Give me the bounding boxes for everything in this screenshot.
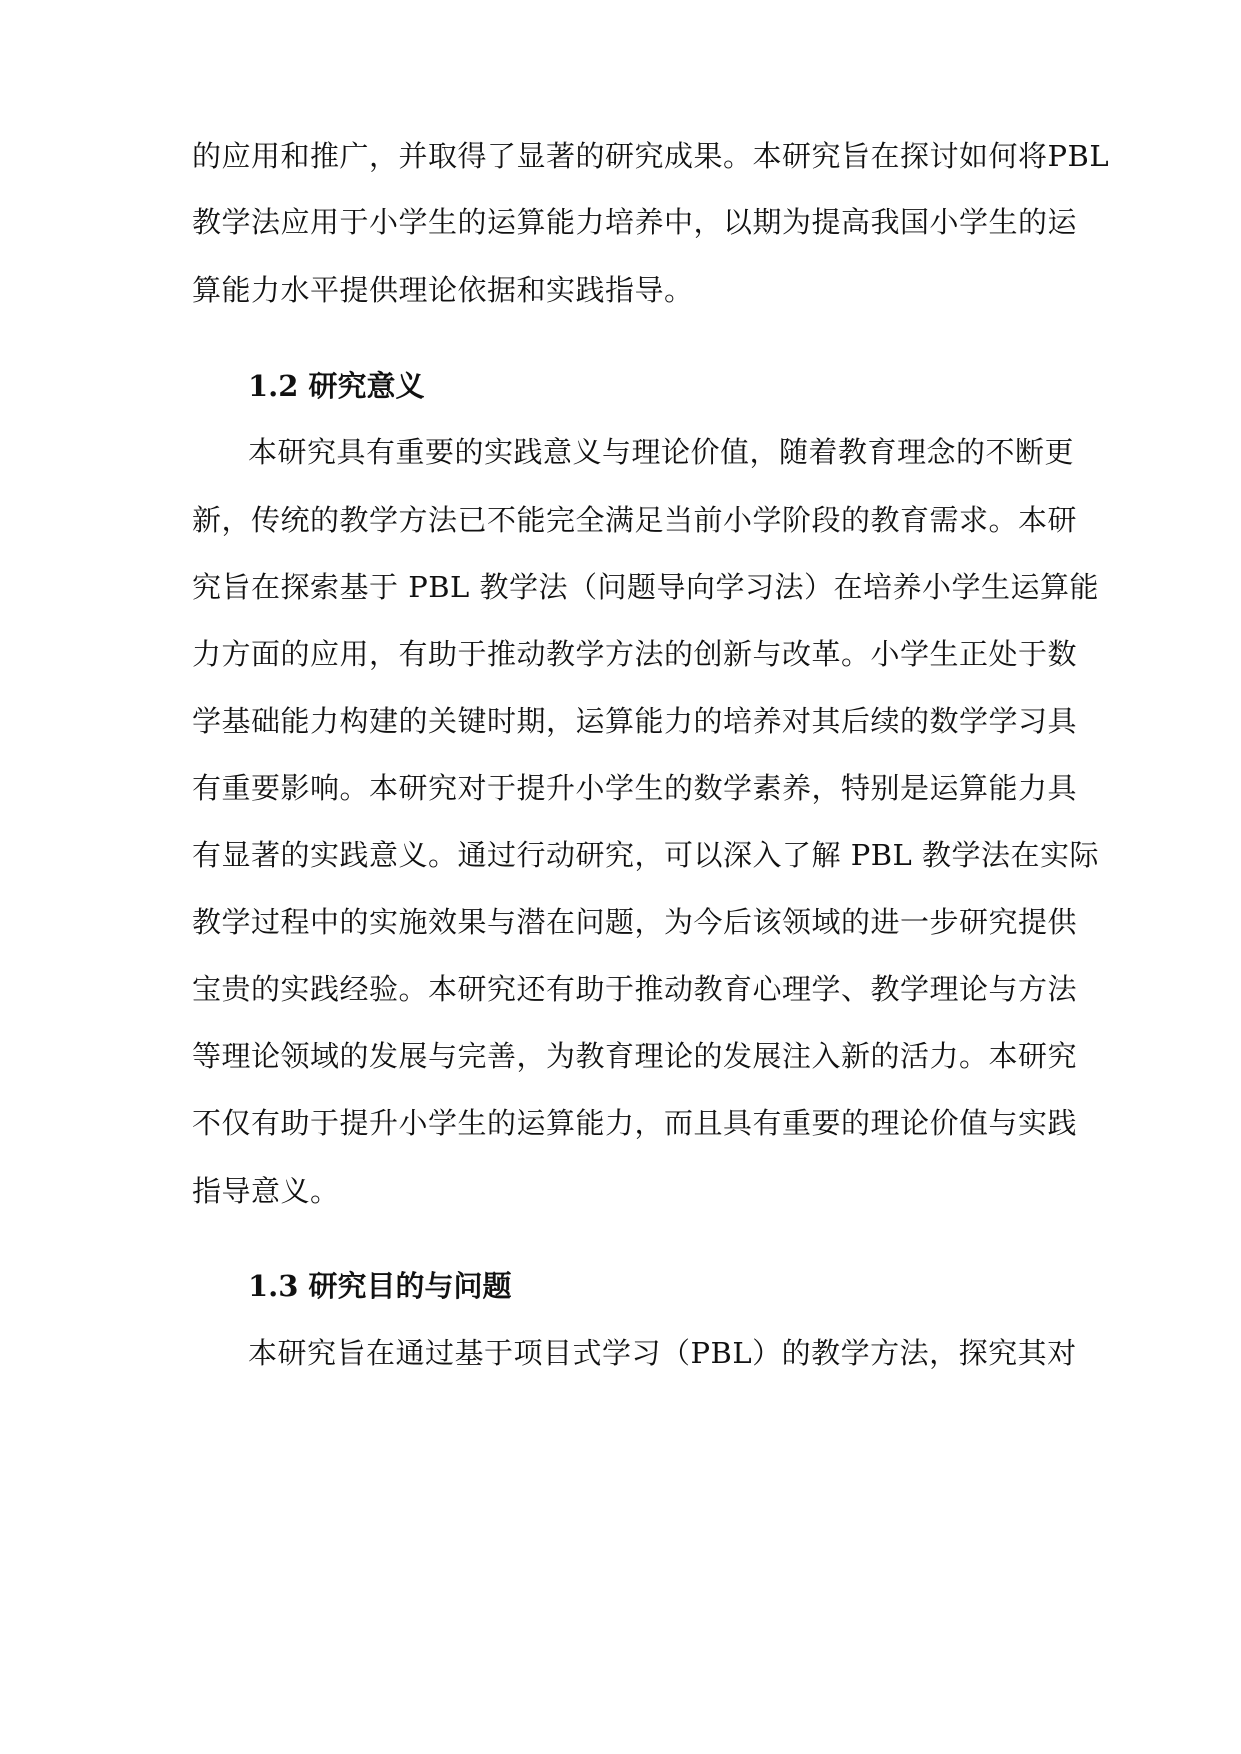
paragraph-line: 力方面的应用，有助于推动教学方法的创新与改革。小学生正处于数 xyxy=(192,637,1078,671)
paragraph-line: 的应用和推广，并取得了显著的研究成果。本研究旨在探讨如何将PBL xyxy=(192,139,1110,173)
paragraph-line: 教学法应用于小学生的运算能力培养中，以期为提高我国小学生的运 xyxy=(192,205,1078,239)
paragraph-line: 不仅有助于提升小学生的运算能力，而且具有重要的理论价值与实践 xyxy=(192,1106,1078,1140)
paragraph-line: 算能力水平提供理论依据和实践指导。 xyxy=(192,273,694,307)
paragraph-line: 教学过程中的实施效果与潜在问题，为今后该领域的进一步研究提供 xyxy=(192,905,1078,939)
paragraph-line: 新，传统的教学方法已不能完全满足当前小学阶段的教育需求。本研 xyxy=(192,503,1078,537)
paragraph-line: 指导意义。 xyxy=(192,1174,340,1208)
paragraph-line: 本研究具有重要的实践意义与理论价值，随着教育理念的不断更 xyxy=(248,435,1075,469)
paragraph-line: 学基础能力构建的关键时期，运算能力的培养对其后续的数学学习具 xyxy=(192,704,1078,738)
section-heading-1-2: 1.2 研究意义 xyxy=(248,369,425,403)
paragraph-line: 有重要影响。本研究对于提升小学生的数学素养，特别是运算能力具 xyxy=(192,771,1078,805)
paragraph-line: 宝贵的实践经验。本研究还有助于推动教育心理学、教学理论与方法 xyxy=(192,972,1078,1006)
section-heading-1-3: 1.3 研究目的与问题 xyxy=(248,1269,512,1303)
paragraph-line: 本研究旨在通过基于项目式学习（PBL）的教学方法，探究其对 xyxy=(248,1336,1077,1370)
paragraph-line: 等理论领域的发展与完善，为教育理论的发展注入新的活力。本研究 xyxy=(192,1039,1078,1073)
paragraph-line: 有显著的实践意义。通过行动研究，可以深入了解 PBL 教学法在实际 xyxy=(192,838,1100,872)
paragraph-line: 究旨在探索基于 PBL 教学法（问题导向学习法）在培养小学生运算能 xyxy=(192,570,1100,604)
